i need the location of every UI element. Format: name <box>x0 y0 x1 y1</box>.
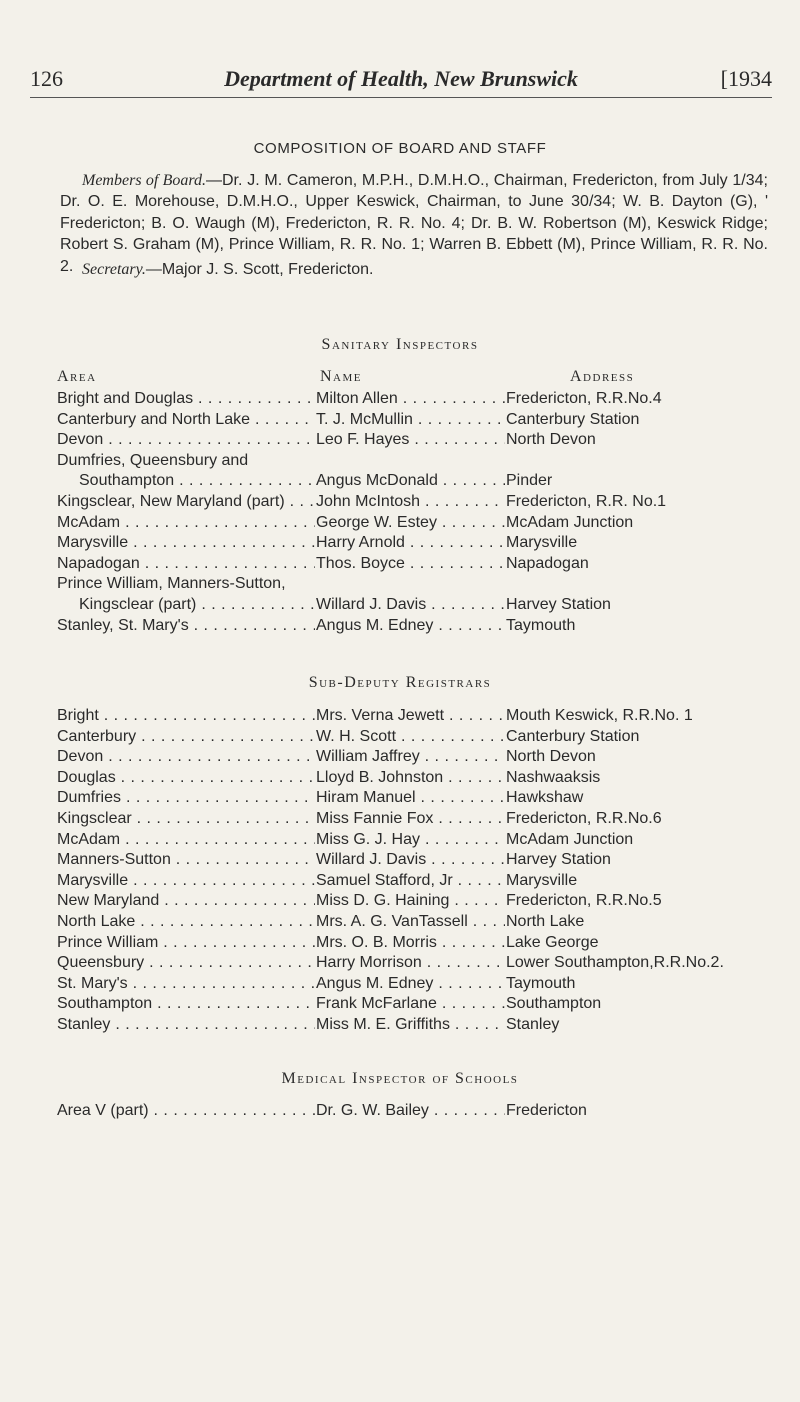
name-cell <box>315 953 505 974</box>
table-row <box>57 768 775 789</box>
table-row <box>57 727 775 748</box>
area-cell <box>57 933 315 954</box>
name-cell-text: W. H. Scott <box>316 727 397 745</box>
name-cell <box>315 788 505 809</box>
name-cell <box>315 727 505 748</box>
name-cell-text: Hiram Manuel <box>316 789 416 807</box>
name-cell <box>315 1101 505 1122</box>
area-cell-text: Southampton <box>57 995 153 1013</box>
sanitary-inspectors-heading: Sanitary Inspectors <box>321 336 479 353</box>
area-cell <box>57 706 315 727</box>
area-cell <box>57 830 315 851</box>
address-cell-text: Harvey Station <box>506 851 611 869</box>
name-cell-text: Angus McDonald <box>316 472 438 490</box>
name-cell <box>315 471 505 492</box>
page-header <box>30 66 772 94</box>
table-row <box>57 933 775 954</box>
area-cell <box>57 1101 315 1122</box>
area-cell-text: Marysville <box>57 534 129 552</box>
address-cell <box>505 430 775 451</box>
address-cell-text: North Devon <box>506 748 596 766</box>
name-cell-text: Miss Fannie Fox <box>316 809 434 827</box>
page-number: 126 <box>30 66 63 91</box>
area-cell-first-line: Prince William, Manners-Sutton, <box>57 575 286 593</box>
area-cell-first-line: Dumfries, Queensbury and <box>57 451 249 469</box>
area-cell-text: Stanley, St. Mary's <box>57 616 189 634</box>
area-cell <box>57 410 315 431</box>
area-cell <box>57 389 315 410</box>
address-cell-text: Napadogan <box>506 554 589 572</box>
area-cell-text: Canterbury <box>57 727 137 745</box>
area-cell <box>57 809 315 830</box>
name-cell <box>315 492 505 513</box>
area-cell-text: Stanley <box>57 1015 111 1033</box>
address-cell-text: Marysville <box>506 871 578 889</box>
name-cell-text: Harry Arnold <box>316 534 405 552</box>
address-cell-text: Pinder <box>506 472 553 490</box>
table-row <box>57 891 775 912</box>
members-text: —Dr. J. M. Cameron, M.P.H., D.M.H.O., Chairman, Fredericton, from July 1/34; Dr. O. E. Morehouse, D.M.H.O., Upper Keswick, Chairman, to June 30/34; W. B. Dayton (G), ' Fredericton; B. O. Waugh (M), Fredericton, R. R. No. 4; Dr. B. W. Robertson (M), Keswick Ridge; Robert S. Graham (M), Prince William, R. R. No. 1; Warren B. Ebbett (M), Prince William, R. R. No. 2. <box>60 172 768 275</box>
name-cell <box>315 410 505 431</box>
table-row <box>57 809 775 830</box>
address-cell-text: Mouth Keswick, R.R.No. 1 <box>506 707 693 724</box>
name-cell <box>315 1015 505 1036</box>
name-cell <box>315 616 505 637</box>
address-cell-text: Marysville <box>506 534 578 552</box>
name-cell <box>315 912 505 933</box>
table-row <box>57 471 775 492</box>
address-cell-text: Taymouth <box>506 974 576 992</box>
name-cell-text: Lloyd B. Johnston <box>316 768 444 786</box>
area-cell-text: Area V (part) <box>57 1102 149 1119</box>
table-row-area-continued <box>57 451 775 472</box>
name-cell-text: Mrs. O. B. Morris <box>316 933 437 951</box>
sub-deputy-registrars-list <box>57 706 775 1036</box>
table-row <box>57 871 775 892</box>
name-cell-text: George W. Estey <box>316 513 437 531</box>
table-row <box>57 912 775 933</box>
name-cell <box>315 871 505 892</box>
area-cell <box>57 891 315 912</box>
address-cell-text: Fredericton, R.R.No.6 <box>506 809 662 827</box>
table-row <box>57 1101 775 1122</box>
address-cell-text: Nashwaaksis <box>506 768 601 786</box>
address-cell <box>505 912 775 933</box>
address-cell <box>505 747 775 768</box>
area-cell <box>79 595 315 616</box>
area-cell-text: McAdam <box>57 830 121 848</box>
area-cell <box>57 912 315 933</box>
address-cell <box>505 850 775 871</box>
area-cell <box>57 727 315 748</box>
area-cell <box>57 616 315 637</box>
page-title: COMPOSITION OF BOARD AND STAFF <box>253 140 547 157</box>
name-cell <box>315 809 505 830</box>
name-cell-text: Thos. Boyce <box>316 554 405 572</box>
address-cell <box>505 933 775 954</box>
name-cell-text: Miss G. J. Hay <box>316 830 421 848</box>
address-cell-text: Canterbury Station <box>506 410 640 428</box>
name-cell-text: Angus M. Edney <box>316 616 434 634</box>
address-cell <box>505 871 775 892</box>
sub-deputy-registrars-heading: Sub-Deputy Registrars <box>308 674 492 691</box>
address-cell-text: Fredericton, R.R.No.5 <box>506 892 662 910</box>
name-cell <box>315 994 505 1015</box>
table-row <box>57 410 775 431</box>
address-cell <box>505 994 775 1015</box>
area-cell-text: Canterbury and North Lake <box>57 410 250 428</box>
area-cell <box>57 1015 315 1036</box>
area-cell <box>57 492 315 513</box>
area-cell-text: Manners-Sutton <box>57 851 171 869</box>
name-cell-text: T. J. McMullin <box>316 410 413 428</box>
name-cell-text: Frank McFarlane <box>316 995 437 1013</box>
table-row <box>57 850 775 871</box>
table-row <box>57 706 775 727</box>
area-cell-text: Queensbury <box>57 954 145 972</box>
name-cell-text: Miss M. E. Griffiths <box>316 1015 450 1033</box>
address-cell-text: Fredericton, R.R.No.4 <box>506 390 662 407</box>
table-row <box>57 974 775 995</box>
area-cell <box>57 513 315 534</box>
members-lead: Members of Board. <box>82 172 206 189</box>
address-cell <box>505 768 775 789</box>
address-cell <box>505 1101 775 1122</box>
area-cell <box>57 533 315 554</box>
table-row <box>57 430 775 451</box>
area-cell <box>57 953 315 974</box>
address-cell <box>505 533 775 554</box>
name-cell <box>315 747 505 768</box>
table-row <box>57 513 775 534</box>
address-cell-text: Lower Southampton,R.R.No.2. <box>506 954 724 972</box>
name-cell-text: Harry Morrison <box>316 954 422 972</box>
area-cell-text: Kingsclear <box>57 809 132 827</box>
medical-inspector-list <box>57 1101 775 1122</box>
area-cell-text: McAdam <box>57 513 121 531</box>
name-cell <box>315 389 505 410</box>
table-row <box>57 492 775 513</box>
area-cell-text: Kingsclear (part) <box>79 595 197 613</box>
name-cell-text: Milton Allen <box>316 390 398 407</box>
address-cell-text: Taymouth <box>506 616 576 634</box>
address-cell <box>505 410 775 431</box>
column-header-name: Name <box>320 368 362 385</box>
address-cell-text: North Devon <box>506 431 596 449</box>
name-cell-text: William Jaffrey <box>316 748 420 766</box>
address-cell-text: North Lake <box>506 912 585 930</box>
area-cell <box>57 788 315 809</box>
area-cell-text: Bright and Douglas <box>57 390 194 407</box>
address-cell <box>505 809 775 830</box>
name-cell-text: Mrs. A. G. VanTassell <box>316 912 468 930</box>
medical-inspector-heading: Medical Inspector of Schools <box>281 1070 519 1087</box>
running-title: Department of Health, New Brunswick <box>224 66 578 91</box>
address-cell <box>505 727 775 748</box>
area-cell-text: New Maryland <box>57 892 160 910</box>
address-cell-text: Hawkshaw <box>506 789 584 807</box>
name-cell-text: Dr. G. W. Bailey <box>316 1102 429 1119</box>
address-cell-text: McAdam Junction <box>506 513 634 531</box>
area-cell <box>57 850 315 871</box>
address-cell-text: Southampton <box>506 995 602 1013</box>
name-cell <box>315 513 505 534</box>
address-cell <box>505 891 775 912</box>
name-cell-text: Willard J. Davis <box>316 595 427 613</box>
secretary-paragraph <box>60 259 768 280</box>
name-cell <box>315 830 505 851</box>
secretary-lead: Secretary. <box>82 261 146 278</box>
table-row <box>57 830 775 851</box>
secretary-text: —Major J. S. Scott, Fredericton. <box>145 261 374 278</box>
name-cell <box>315 768 505 789</box>
column-header-area: Area <box>57 368 97 385</box>
name-cell <box>315 554 505 575</box>
area-cell-text: Devon <box>57 431 104 449</box>
area-cell-text: Douglas <box>57 768 116 786</box>
address-cell-text: McAdam Junction <box>506 830 634 848</box>
address-cell-text: Lake George <box>506 933 599 951</box>
area-cell <box>57 768 315 789</box>
address-cell <box>505 471 775 492</box>
area-cell-text: Bright <box>57 707 99 724</box>
table-row <box>57 747 775 768</box>
table-row <box>57 389 775 410</box>
name-cell-text: Mrs. Verna Jewett <box>316 707 445 724</box>
area-cell-text: North Lake <box>57 912 136 930</box>
table-row-area-continued <box>57 574 775 595</box>
area-cell <box>57 871 315 892</box>
area-cell-text: Devon <box>57 748 104 766</box>
address-cell <box>505 830 775 851</box>
address-cell <box>505 788 775 809</box>
name-cell <box>315 706 505 727</box>
area-cell-text: Prince William <box>57 933 159 951</box>
sanitary-inspectors-list <box>57 389 775 636</box>
area-cell <box>57 974 315 995</box>
name-cell-text: Leo F. Hayes <box>316 431 410 449</box>
area-cell-text: Southampton <box>79 472 175 490</box>
address-cell-text: Fredericton <box>506 1102 587 1119</box>
table-row <box>57 953 775 974</box>
area-cell-text: Marysville <box>57 871 129 889</box>
address-cell <box>505 974 775 995</box>
name-cell-text: Angus M. Edney <box>316 974 434 992</box>
table-row <box>57 616 775 637</box>
address-cell-text: Harvey Station <box>506 595 611 613</box>
table-row <box>57 1015 775 1036</box>
report-year: [1934 <box>720 66 772 91</box>
area-cell <box>79 471 315 492</box>
name-cell <box>315 595 505 616</box>
area-cell <box>57 994 315 1015</box>
name-cell <box>315 533 505 554</box>
address-cell <box>505 616 775 637</box>
header-rule <box>30 97 772 98</box>
address-cell-text: Stanley <box>506 1015 560 1033</box>
name-cell-text: Samuel Stafford, Jr <box>316 871 453 889</box>
area-cell-text: Kingsclear, New Maryland (part) <box>57 492 285 510</box>
table-row <box>57 994 775 1015</box>
table-row <box>57 554 775 575</box>
address-cell <box>505 389 775 410</box>
name-cell-text: Willard J. Davis <box>316 851 427 869</box>
address-cell <box>505 595 775 616</box>
address-cell <box>505 554 775 575</box>
name-cell <box>315 850 505 871</box>
area-cell <box>57 747 315 768</box>
address-cell <box>505 706 775 727</box>
address-cell <box>505 513 775 534</box>
address-cell <box>505 953 775 974</box>
name-cell <box>315 891 505 912</box>
address-cell-text: Canterbury Station <box>506 727 640 745</box>
address-cell <box>505 492 775 513</box>
area-cell <box>57 554 315 575</box>
area-cell-text: St. Mary's <box>57 974 128 992</box>
column-header-address: Address <box>570 368 635 385</box>
table-row <box>57 788 775 809</box>
name-cell <box>315 974 505 995</box>
name-cell <box>315 933 505 954</box>
name-cell-text: Miss D. G. Haining <box>316 892 450 910</box>
address-cell-text: Fredericton, R.R. No.1 <box>506 492 667 510</box>
area-cell <box>57 430 315 451</box>
name-cell-text: John McIntosh <box>316 492 421 510</box>
area-cell-text: Napadogan <box>57 554 140 572</box>
table-row <box>57 533 775 554</box>
table-row <box>57 595 775 616</box>
name-cell <box>315 430 505 451</box>
area-cell-text: Dumfries <box>57 789 122 807</box>
address-cell <box>505 1015 775 1036</box>
